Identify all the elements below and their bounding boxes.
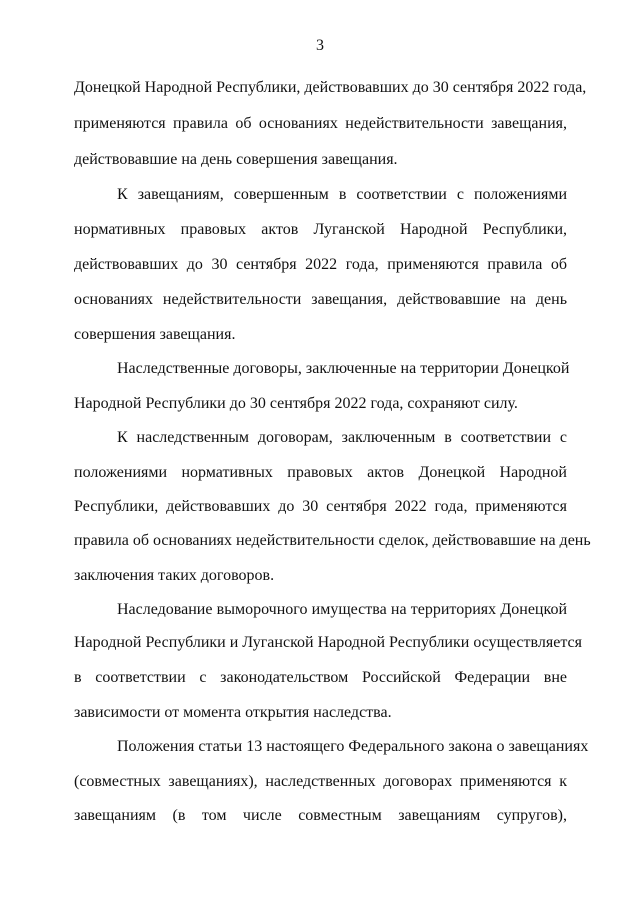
paragraph-line: Народной Республики до 30 сентября 2022 года, сохраняют силу. (74, 395, 518, 412)
paragraph-line: зависимости от момента открытия наследства. (74, 704, 392, 721)
paragraph-line: Наследственные договоры, заключенные на территории Донецкой (117, 360, 570, 377)
paragraph-line: применяются правила об основаниях недействительности завещания, (74, 115, 567, 132)
paragraph-line: правила об основаниях недействительности сделок, действовавшие на день (74, 532, 591, 549)
paragraph-line: Наследование выморочного имущества на территориях Донецкой (117, 601, 567, 618)
paragraph-line: основаниях недействительности завещания, действовавшие на день (74, 291, 567, 308)
paragraph-line: К наследственным договорам, заключенным в соответствии с (117, 429, 567, 446)
paragraph-line: Республики, действовавших до 30 сентября 2022 года, применяются (74, 498, 567, 515)
paragraph-line: действовавших до 30 сентября 2022 года, применяются правила об (74, 256, 567, 273)
paragraph-line: в соответствии с законодательством Российской Федерации вне (74, 669, 567, 686)
paragraph-line: Положения статьи 13 настоящего Федерального закона о завещаниях (117, 738, 589, 755)
paragraph-line: Донецкой Народной Республики, действовавших до 30 сентября 2022 года, (74, 79, 587, 96)
paragraph-line: положениями нормативных правовых актов Донецкой Народной (74, 464, 567, 481)
paragraph-line: завещаниям (в том числе совместным завещаниям супругов), (74, 807, 567, 824)
paragraph-line: совершения завещания. (74, 326, 236, 343)
paragraph-line: нормативных правовых актов Луганской Народной Республики, (74, 221, 567, 238)
paragraph-line: Народной Республики и Луганской Народной Республики осуществляется (74, 634, 582, 651)
page-number: 3 (316, 37, 324, 54)
paragraph-line: действовавшие на день совершения завещания. (74, 151, 398, 168)
paragraph-line: (совместных завещаниях), наследственных договорах применяются к (74, 773, 567, 790)
paragraph-line: К завещаниям, совершенным в соответствии с положениями (117, 186, 567, 203)
paragraph-line: заключения таких договоров. (74, 567, 275, 584)
